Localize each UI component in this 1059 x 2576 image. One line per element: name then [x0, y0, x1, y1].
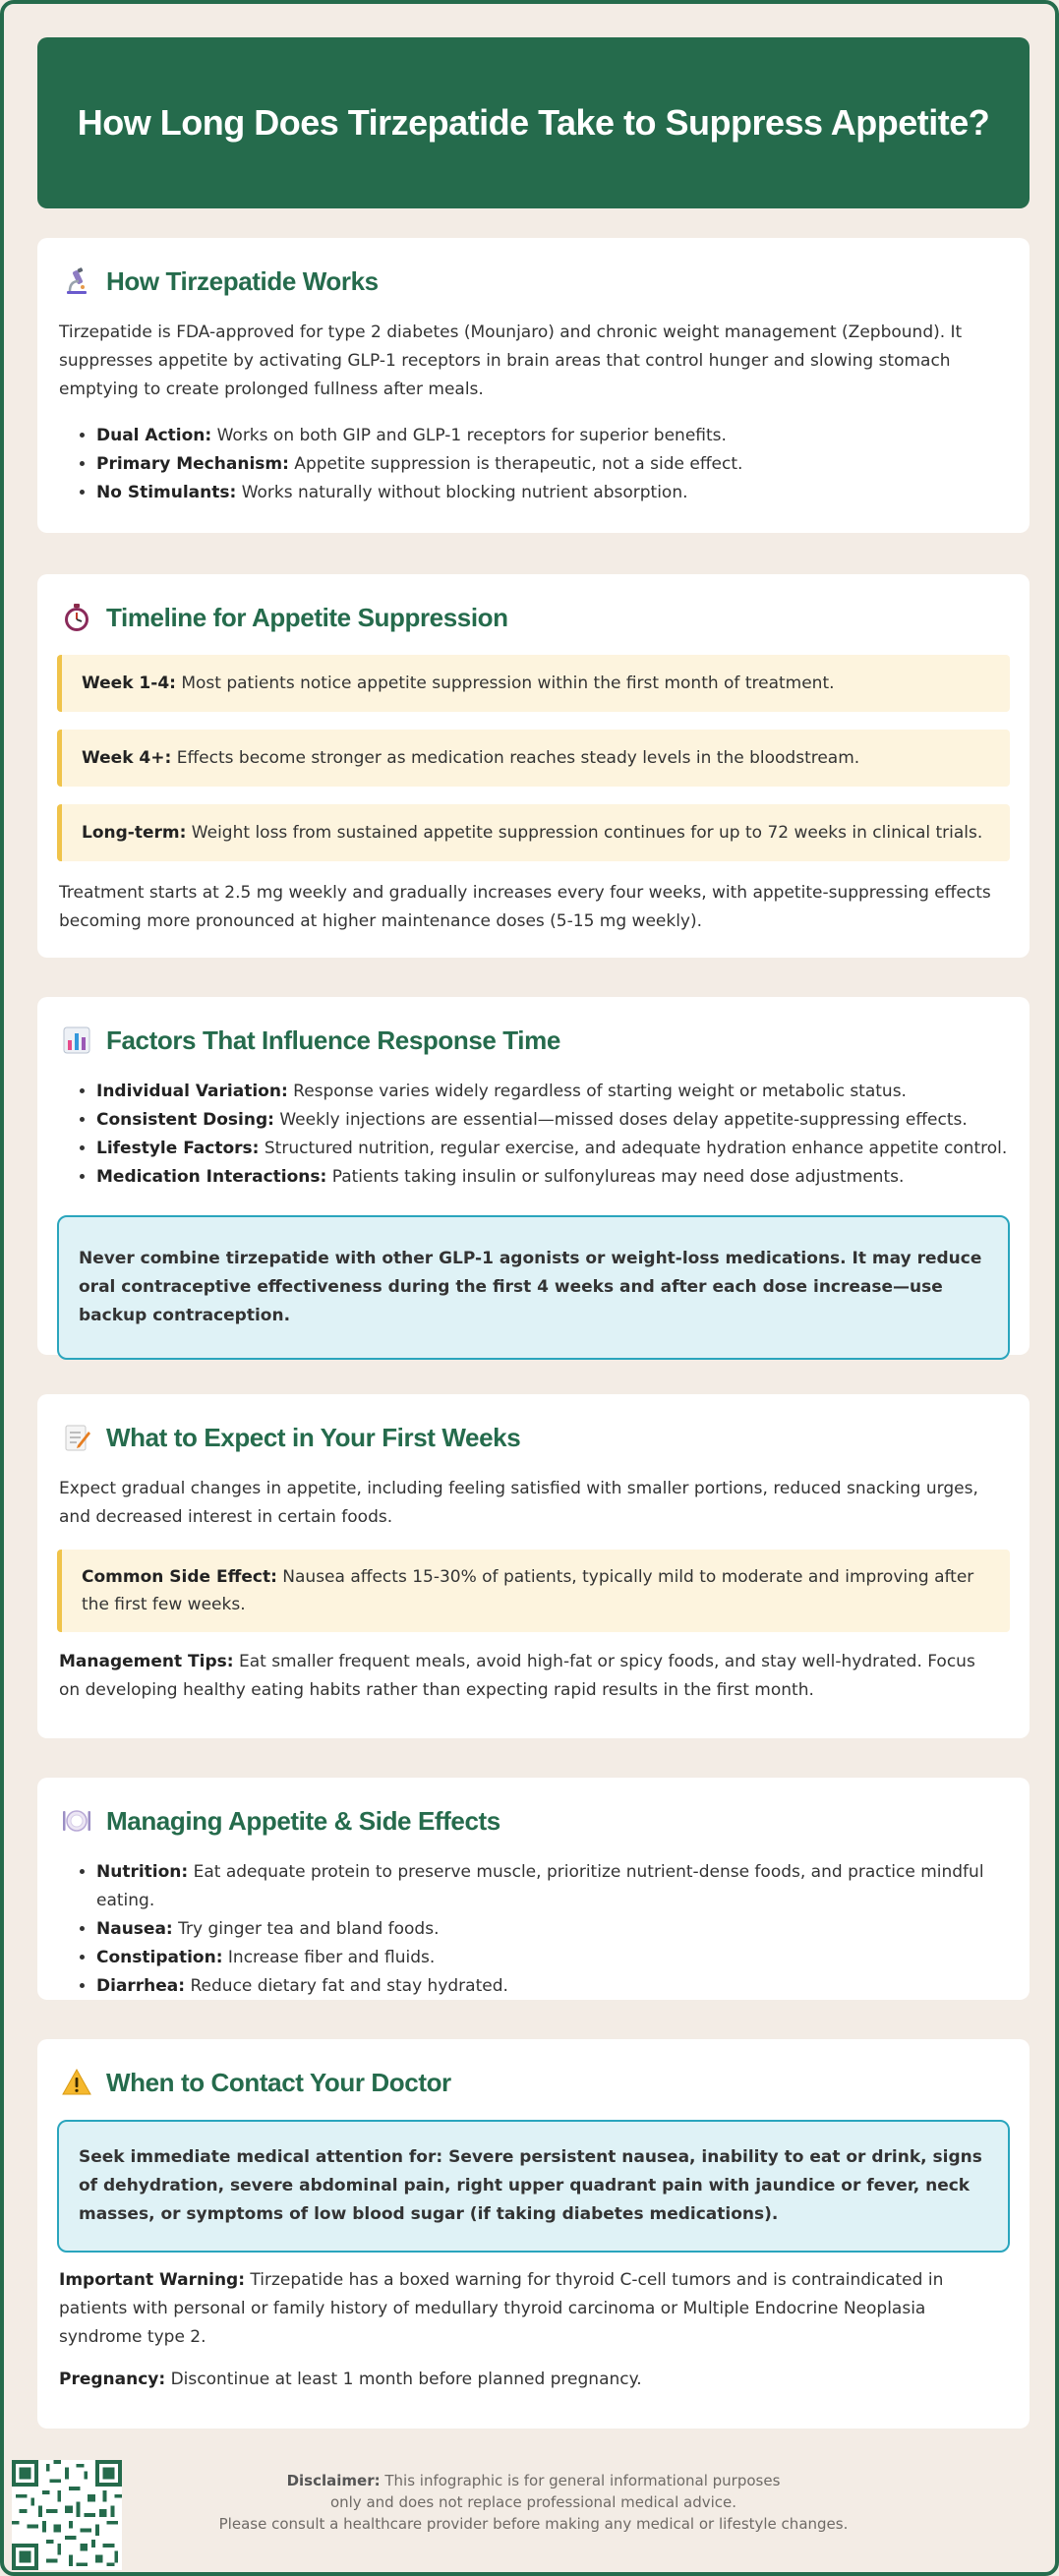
list-item: • Diarrhea: Reduce dietary fat and stay hydrated. [96, 1972, 1010, 2001]
emergency-alert: Seek immediate medical attention for: Severe persistent nausea, inability to eat or drink, signs of dehydration, severe abdominal pain, right upper quadrant pain with jaundice or fever, neck masses, or symptoms of low blood sugar (if taking diabetes medications). [57, 2120, 1010, 2253]
pregnancy-note: Pregnancy: Discontinue at least 1 month before planned pregnancy. [59, 2370, 642, 2389]
qr-code-icon[interactable] [12, 2460, 122, 2570]
list-item: • Nutrition: Eat adequate protein to preserve muscle, prioritize nutrient-dense foods, and practice mindful eating. [96, 1858, 1010, 1915]
side-effect-callout: Common Side Effect: Nausea affects 15-30% of patients, typically mild to moderate and improving after the first few weeks. [57, 1550, 1010, 1632]
timeline-item-week-1-4: Week 1-4: Most patients notice appetite suppression within the first month of treatment. [57, 655, 1010, 712]
section-header [61, 260, 1010, 303]
microscope-icon [61, 265, 92, 297]
list-item: • Dual Action: Works on both GIP and GLP-1 receptors for superior benefits. [96, 422, 1010, 450]
section-timeline [37, 574, 1030, 958]
list-item: • Consistent Dosing: Weekly injections are essential—missed doses delay appetite-suppressing effects. [96, 1106, 1010, 1135]
contraindication-alert: Never combine tirzepatide with other GLP-1 agonists or weight-loss medications. It may reduce oral contraceptive effectiveness during the first 4 weeks and after each dose increase—use backup contraception. [57, 1215, 1010, 1360]
section-header [61, 1019, 1010, 1062]
timeline-item-week-4-plus: Week 4+: Effects become stronger as medication reaches steady levels in the bloodstream. [57, 730, 1010, 787]
section-intro: Tirzepatide is FDA-approved for type 2 diabetes (Mounjaro) and chronic weight management (Zepbound). It suppresses appetite by activating GLP-1 receptors in brain areas that control hunger and slowing stomach emptying to create prolonged fullness after meals. [59, 322, 963, 399]
list-item: • Primary Mechanism: Appetite suppression is therapeutic, not a side effect. [96, 450, 1010, 479]
bullet-list [96, 422, 1010, 507]
list-item: • Individual Variation: Response varies widely regardless of starting weight or metabolic status. [96, 1078, 1010, 1106]
section-managing [37, 1778, 1030, 2000]
dosing-note: Treatment starts at 2.5 mg weekly and gradually increases every four weeks, with appetite-suppressing effects becoming more pronounced at higher maintenance doses (5-15 mg weekly). [59, 883, 991, 931]
page-header [37, 37, 1030, 208]
section-title: What to Expect in Your First Weeks [106, 1422, 521, 1452]
list-item: • Lifestyle Factors: Structured nutrition, regular exercise, and adequate hydration enhance appetite control. [96, 1135, 1010, 1163]
section-header [61, 2061, 1010, 2104]
section-header [61, 1416, 1010, 1459]
bar-chart-icon [61, 1025, 92, 1056]
list-item: • Medication Interactions: Patients taking insulin or sulfonylureas may need dose adjustments. [96, 1163, 1010, 1192]
page-footer [4, 2452, 1059, 2570]
bullet-list [96, 1078, 1010, 1192]
timeline-item-long-term: Long-term: Weight loss from sustained appetite suppression continues for up to 72 weeks in clinical trials. [57, 804, 1010, 861]
management-tips: Management Tips: Eat smaller frequent meals, avoid high-fat or spicy foods, and stay well-hydrated. Focus on developing healthy eating habits rather than expecting rapid results in the first month. [59, 1652, 975, 1700]
bullet-list [96, 1858, 1010, 2001]
section-intro: Expect gradual changes in appetite, including feeling satisfied with smaller portions, reduced snacking urges, and decreased interest in certain foods. [59, 1479, 978, 1527]
section-first-weeks [37, 1394, 1030, 1738]
list-item: • Constipation: Increase fiber and fluids. [96, 1944, 1010, 1972]
section-title: How Tirzepatide Works [106, 265, 379, 296]
section-header [61, 596, 1010, 639]
warning-icon [61, 2067, 92, 2098]
list-item: • Nausea: Try ginger tea and bland foods. [96, 1915, 1010, 1944]
section-title: When to Contact Your Doctor [106, 2067, 451, 2097]
section-how-it-works [37, 238, 1030, 533]
section-factors [37, 997, 1030, 1355]
section-title: Factors That Influence Response Time [106, 1025, 560, 1055]
boxed-warning: Important Warning: Tirzepatide has a boxed warning for thyroid C-cell tumors and is contraindicated in patients with personal or family history of medullary thyroid carcinoma or Multiple Endocrine Neoplasia syndrome type 2. [59, 2270, 944, 2347]
disclaimer: Disclaimer: This infographic is for general informational purposes only and does not replace professional medical advice. Please consult a healthcare provider before making any medical or lifestyle changes. [218, 2472, 849, 2533]
plate-cutlery-icon [61, 1805, 92, 1837]
page-title: How Long Does Tirzepatide Take to Suppress Appetite? [77, 102, 990, 143]
list-item: • No Stimulants: Works naturally without blocking nutrient absorption. [96, 479, 1010, 507]
memo-icon [61, 1422, 92, 1453]
section-title: Managing Appetite & Side Effects [106, 1805, 500, 1836]
stopwatch-icon [61, 602, 92, 633]
section-contact-doctor [37, 2039, 1030, 2429]
section-title: Timeline for Appetite Suppression [106, 602, 508, 632]
section-header [61, 1799, 1010, 1843]
